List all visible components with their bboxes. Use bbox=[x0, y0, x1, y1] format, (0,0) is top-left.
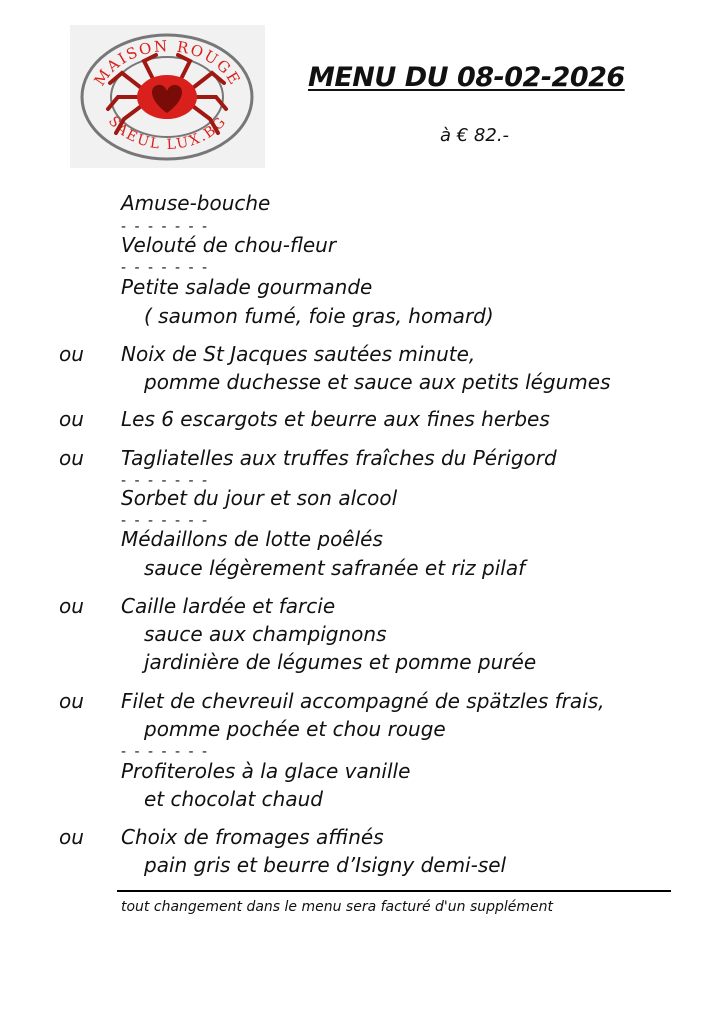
footer-note: tout changement dans le menu sera facturé d'un supplément bbox=[121, 899, 554, 915]
course-separator: - - - - - - - bbox=[121, 513, 210, 529]
course-separator: - - - - - - - bbox=[121, 744, 210, 760]
menu-item-line: Les 6 escargots et beurre aux fines herbes bbox=[121, 407, 550, 431]
menu-item-line: et chocolat chaud bbox=[144, 787, 323, 811]
menu-item-line: sauce légèrement safranée et riz pilaf bbox=[144, 556, 526, 580]
menu-item-line: Profiteroles à la glace vanille bbox=[121, 759, 411, 783]
menu-item-line: Amuse-bouche bbox=[121, 191, 271, 215]
menu-item-line: pomme pochée et chou rouge bbox=[144, 717, 446, 741]
menu-item-line: ( saumon fumé, foie gras, homard) bbox=[144, 304, 494, 328]
logo-top-text: MAISON ROUGE bbox=[90, 37, 245, 90]
menu-item-line: Tagliatelles aux truffes fraîches du Périgord bbox=[121, 446, 557, 470]
course-separator: - - - - - - - bbox=[121, 260, 210, 276]
logo-bottom-text: SAEUL LUX.BG bbox=[104, 113, 231, 154]
alternative-prefix: ou bbox=[59, 446, 84, 470]
menu-item-line: Filet de chevreuil accompagné de spätzles frais, bbox=[121, 689, 605, 713]
menu-item-line: Caille lardée et farcie bbox=[121, 594, 336, 618]
menu-item-line: Velouté de chou-fleur bbox=[121, 233, 337, 257]
menu-item-line: jardinière de légumes et pomme purée bbox=[144, 650, 537, 674]
menu-title: MENU DU 08-02-2026 bbox=[308, 62, 625, 93]
menu-item-line: pomme duchesse et sauce aux petits légumes bbox=[144, 370, 611, 394]
menu-item-line: Choix de fromages affinés bbox=[121, 825, 384, 849]
menu-item-line: Médaillons de lotte poêlés bbox=[121, 527, 383, 551]
alternative-prefix: ou bbox=[59, 689, 84, 713]
menu-item-line: Sorbet du jour et son alcool bbox=[121, 486, 398, 510]
alternative-prefix: ou bbox=[59, 407, 84, 431]
menu-item-line: pain gris et beurre d’Isigny demi-sel bbox=[144, 853, 507, 877]
course-separator: - - - - - - - bbox=[121, 473, 210, 489]
footer-divider bbox=[117, 890, 671, 892]
alternative-prefix: ou bbox=[59, 342, 84, 366]
crab-heart-logo-icon bbox=[70, 25, 265, 168]
alternative-prefix: ou bbox=[59, 594, 84, 618]
menu-item-line: Petite salade gourmande bbox=[121, 275, 373, 299]
course-separator: - - - - - - - bbox=[121, 219, 210, 235]
alternative-prefix: ou bbox=[59, 825, 84, 849]
menu-price: à € 82.- bbox=[440, 125, 510, 146]
menu-item-line: sauce aux champignons bbox=[144, 622, 387, 646]
restaurant-logo bbox=[70, 25, 265, 168]
menu-item-line: Noix de St Jacques sautées minute, bbox=[121, 342, 476, 366]
